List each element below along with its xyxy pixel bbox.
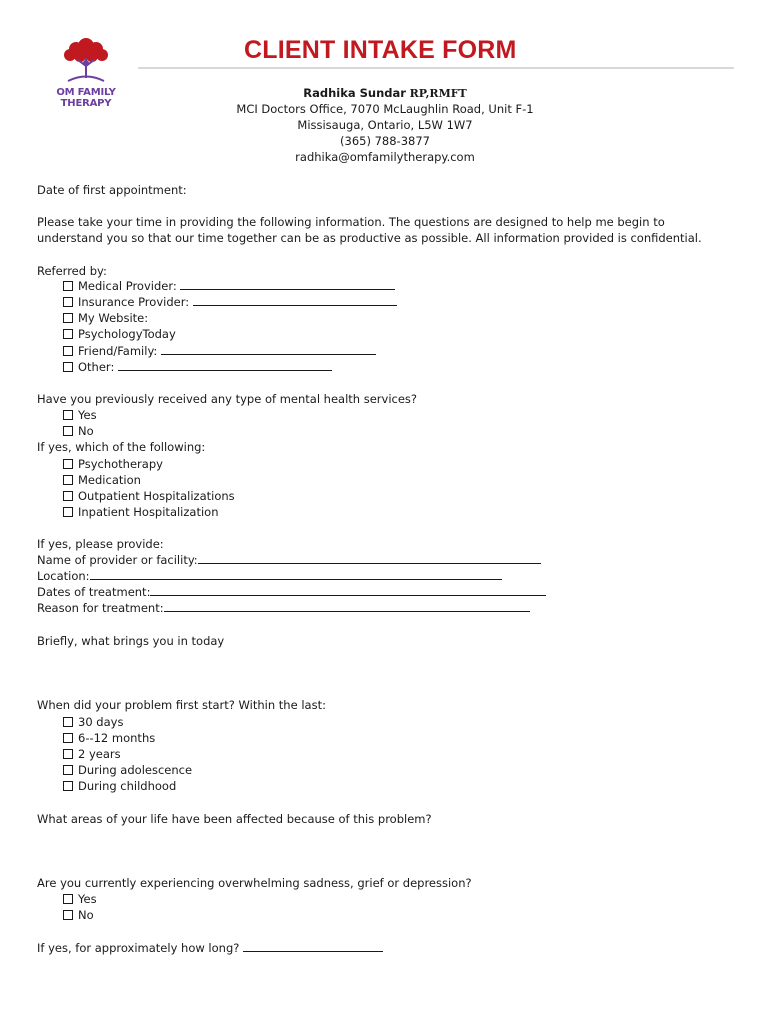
checkbox[interactable]	[63, 910, 73, 920]
checkbox[interactable]	[63, 426, 73, 436]
location-field[interactable]	[90, 568, 502, 580]
therapist-name-line	[0, 85, 770, 102]
problem-start-question: When did your problem first start? Within the last:	[37, 698, 326, 712]
referral-option-other[interactable]: Other:	[63, 359, 332, 375]
service-outpatient[interactable]: Outpatient Hospitalizations	[63, 488, 235, 504]
location-row[interactable]: Location:	[37, 568, 502, 584]
checkbox[interactable]	[63, 313, 73, 323]
insurance-provider-field[interactable]	[193, 294, 397, 306]
provider-name-field[interactable]	[198, 552, 541, 564]
previous-services-no[interactable]: No	[63, 423, 94, 439]
referral-option-psychologytoday[interactable]: PsychologyToday	[63, 326, 176, 342]
sadness-yes[interactable]: Yes	[63, 891, 97, 907]
checkbox[interactable]	[63, 475, 73, 485]
how-long-field[interactable]	[243, 940, 383, 952]
checkbox[interactable]	[63, 781, 73, 791]
other-referral-field[interactable]	[118, 359, 332, 371]
provider-name-row[interactable]: Name of provider or facility:	[37, 552, 541, 568]
page-title: CLIENT INTAKE FORM	[244, 36, 517, 64]
dates-row[interactable]: Dates of treatment:	[37, 584, 546, 600]
checkbox[interactable]	[63, 894, 73, 904]
checkbox[interactable]	[63, 297, 73, 307]
problem-start-6-12-months[interactable]: 6--12 months	[63, 730, 155, 746]
phone-number: (365) 788-3877	[340, 134, 430, 148]
checkbox[interactable]	[63, 491, 73, 501]
checkbox[interactable]	[63, 362, 73, 372]
checkbox[interactable]	[63, 507, 73, 517]
checkbox[interactable]	[63, 733, 73, 743]
checkbox[interactable]	[63, 281, 73, 291]
therapist-name: Radhika Sundar	[303, 86, 406, 100]
intro-text-line-1: Please take your time in providing the following information. The questions are designed to help me begin to	[37, 215, 665, 229]
problem-start-30-days[interactable]: 30 days	[63, 714, 123, 730]
medical-provider-field[interactable]	[180, 278, 395, 290]
email-address: radhika@omfamilytherapy.com	[295, 150, 475, 164]
tree-person-icon	[60, 36, 112, 86]
referred-by-heading: Referred by:	[37, 264, 107, 278]
brings-you-in-question: Briefly, what brings you in today	[37, 634, 225, 648]
service-psychotherapy[interactable]: Psychotherapy	[63, 456, 163, 472]
provide-heading: If yes, please provide:	[37, 537, 164, 551]
referral-option-insurance-provider[interactable]: Insurance Provider:	[63, 294, 397, 310]
previous-services-question: Have you previously received any type of mental health services?	[37, 392, 418, 406]
problem-start-2-years[interactable]: 2 years	[63, 746, 121, 762]
areas-affected-question: What areas of your life have been affected because of this problem?	[37, 812, 432, 826]
service-medication[interactable]: Medication	[63, 472, 141, 488]
reason-row[interactable]: Reason for treatment:	[37, 600, 530, 616]
sadness-question: Are you currently experiencing overwhelming sadness, grief or depression?	[37, 876, 472, 890]
title-divider	[138, 67, 734, 69]
checkbox[interactable]	[63, 749, 73, 759]
therapist-credentials: RP,RMFT	[409, 87, 467, 100]
checkbox[interactable]	[63, 717, 73, 727]
sadness-no[interactable]: No	[63, 907, 94, 923]
referral-option-medical-provider[interactable]: Medical Provider:	[63, 278, 395, 294]
friend-family-field[interactable]	[161, 343, 376, 355]
how-long-row[interactable]: If yes, for approximately how long?	[37, 940, 383, 956]
problem-start-childhood[interactable]: During childhood	[63, 778, 176, 794]
logo-text: OM FAMILY THERAPY	[56, 87, 116, 109]
checkbox[interactable]	[63, 459, 73, 469]
checkbox[interactable]	[63, 329, 73, 339]
dates-of-treatment-field[interactable]	[150, 584, 546, 596]
referral-option-friend-family[interactable]: Friend/Family:	[63, 343, 376, 359]
first-appointment-label: Date of first appointment:	[37, 183, 187, 197]
reason-for-treatment-field[interactable]	[164, 600, 530, 612]
address-line-1: MCI Doctors Office, 7070 McLaughlin Road, Unit F-1	[236, 102, 534, 116]
address-line-2: Missisauga, Ontario, L5W 1W7	[297, 118, 473, 132]
referral-option-website[interactable]: My Website:	[63, 310, 148, 326]
service-inpatient[interactable]: Inpatient Hospitalization	[63, 504, 219, 520]
intro-text-line-2: understand you so that our time together can be as productive as possible. All information provided is confidential.	[37, 231, 702, 245]
checkbox[interactable]	[63, 765, 73, 775]
checkbox[interactable]	[63, 410, 73, 420]
previous-services-yes[interactable]: Yes	[63, 407, 97, 423]
which-services-question: If yes, which of the following:	[37, 440, 206, 454]
checkbox[interactable]	[63, 346, 73, 356]
problem-start-adolescence[interactable]: During adolescence	[63, 762, 192, 778]
